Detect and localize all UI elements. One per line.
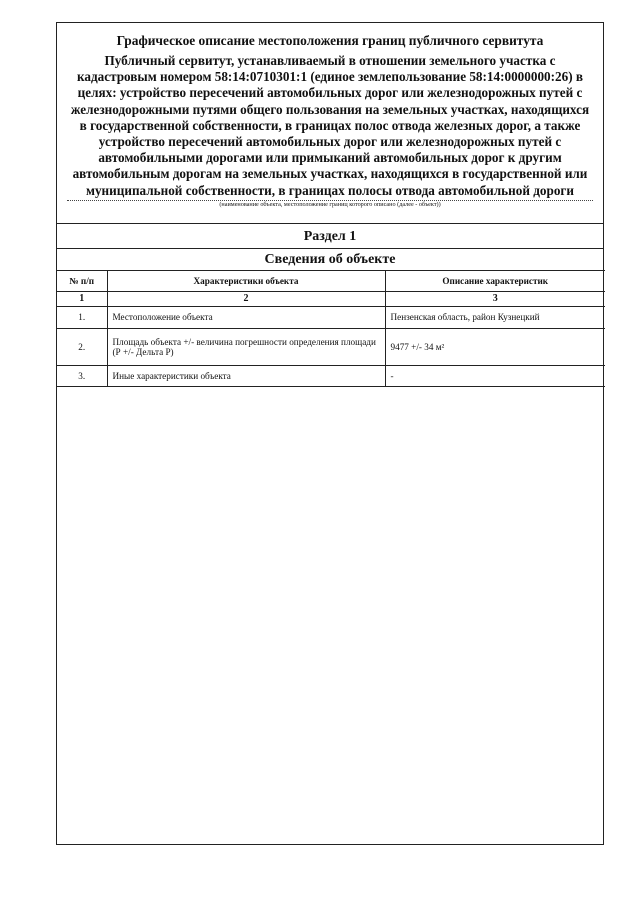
document-frame [56,22,604,845]
row-value: - [385,365,605,386]
object-caption: (наименование объекта, местоположение границ которого описано (далее - объект)) [67,200,593,211]
row-value: 9477 +/- 34 м² [385,328,605,365]
column-number: 2 [107,291,385,306]
table-header-row [57,270,605,291]
column-number-row [57,291,605,306]
header-characteristic: Характеристики объекта [107,270,385,291]
header-description: Описание характеристик [385,270,605,291]
table-row [57,306,605,328]
column-number: 3 [385,291,605,306]
row-number: 2. [57,328,107,365]
row-characteristic: Площадь объекта +/- величина погрешности определения площади (Р +/- Дельта Р) [107,328,385,365]
info-title: Сведения об объекте [57,248,603,270]
header-number: № п/п [57,270,107,291]
row-characteristic: Иные характеристики объекта [107,365,385,386]
document-header [57,23,603,211]
row-number: 1. [57,306,107,328]
document-title: Графическое описание местоположения границ публичного сервитута [116,33,544,48]
row-value: Пензенская область, район Кузнецкий [385,306,605,328]
row-characteristic: Местоположение объекта [107,306,385,328]
row-number: 3. [57,365,107,386]
table-row [57,365,605,386]
section-title: Раздел 1 [57,223,603,248]
object-characteristics-table [57,270,605,387]
column-number: 1 [57,291,107,306]
table-row [57,328,605,365]
servitude-description: Публичный сервитут, устанавливаемый в отношении земельного участка с кадастровым номером 58:14:0710301:1 (единое землепользование 58:14:0000000:26) в целях: устройство пересечений автомобильных дорог или железнодорожных путей с железнодорожными путями общего пользования на земельных участках, находящихся в государственной собственности, в границах полос отвода железных дорог, а также устройство пересечений автомобильных дорог или железнодорожных путей с автомобильными дорогами или примыканий автомобильных дорог к другим автомобильным дорогам на земельных участках, находящихся в государственной или муниципальной собственности, в границах полосы отвода автомобильной дороги [70,53,590,198]
